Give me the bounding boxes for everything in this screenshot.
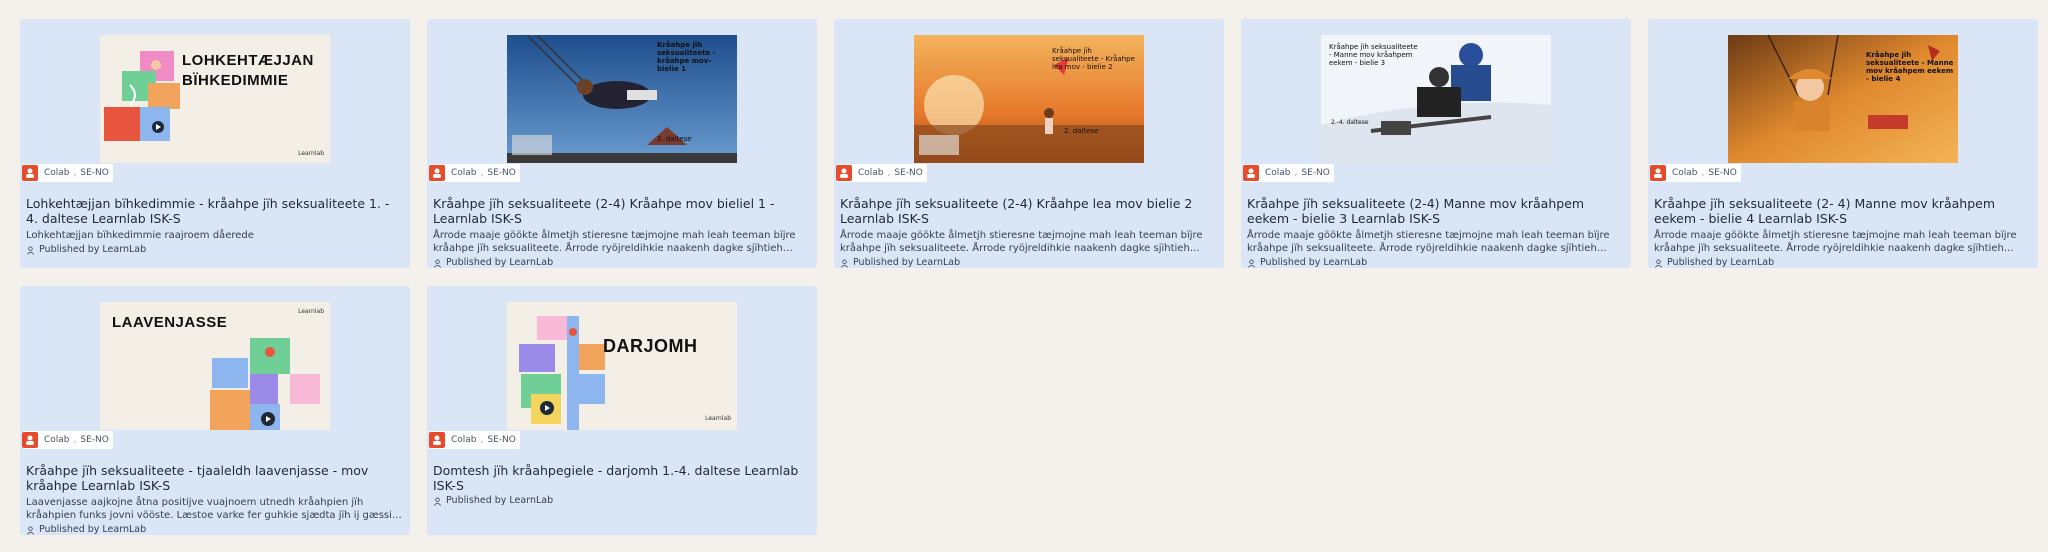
badge-owner: Colab — [451, 435, 477, 445]
card-thumbnail-area — [834, 19, 1224, 178]
card-thumbnail[interactable] — [914, 35, 1144, 163]
thumbnail-caption: Kråahpe jïh seksualiteete - Kråahpe lea mov - bielie 2 — [1052, 47, 1135, 71]
person-icon — [433, 259, 442, 268]
card-description: Årrode maaje göökte ålmetjh stieresne tæjmojne mah leah teeman bïjre kråahpe jïh seksualiteete. Årrode ryöjreldihkie naakenh dagke sjïhtieh — [1654, 230, 2017, 254]
card-thumbnail[interactable] — [1321, 35, 1551, 163]
resource-card[interactable] — [427, 286, 817, 535]
illustration-tiles-image — [507, 302, 737, 430]
card-thumbnail-area — [20, 286, 410, 445]
resource-card[interactable] — [20, 19, 410, 268]
resource-card[interactable] — [427, 19, 817, 268]
badge-locale: SE-NO — [487, 168, 516, 178]
published-by: Published by LearnLab — [1667, 257, 1775, 268]
colab-logo-icon — [1650, 165, 1666, 181]
thumbnail-heading-line1: LAAVENJASSE — [112, 314, 228, 331]
card-description: Lohkehtæjjan bïhkedimmie raajroem dåerede — [26, 230, 254, 241]
colab-logo-icon — [429, 165, 445, 181]
badge-owner: Colab — [44, 168, 70, 178]
colab-logo-icon — [429, 432, 445, 448]
card-thumbnail[interactable] — [1728, 35, 1958, 163]
person-icon — [433, 497, 442, 506]
owner-badge: Colab , SE-NO — [429, 431, 520, 449]
published-by: Published by LearnLab — [446, 257, 554, 268]
card-title[interactable]: Kråahpe jïh seksualiteete (2-4) Kråahpe mov bieliel 1 - Learnlab ISK-S — [433, 196, 775, 226]
thumbnail-caption: Kråahpe jïh seksualiteete - Manne mov kråahpem eekem - bielie 4 — [1866, 51, 1954, 83]
owner-badge: Colab , SE-NO — [1650, 164, 1741, 182]
owner-badge: Colab , SE-NO — [429, 164, 520, 182]
card-description: Årrode maaje göökte ålmetjh stieresne tæjmojne mah leah teeman bïjre kråahpe jïh seksualiteete. Årrode ryöjreldihkie naakenh dagke sjïhtieh — [840, 230, 1203, 254]
card-description: Årrode maaje göökte ålmetjh stieresne tæjmojne mah leah teeman bïjre kråahpe jïh seksualiteete. Årrode ryöjreldihkie naakenh dagke sjïhtieh — [433, 230, 796, 254]
thumbnail-heading-line1: DARJOMH — [603, 336, 698, 356]
thumbnail-heading-line2: BÏHKEDIMMIE — [182, 72, 289, 89]
colab-logo-icon — [836, 165, 852, 181]
card-thumbnail[interactable] — [100, 302, 330, 430]
resource-card[interactable] — [1648, 19, 2038, 268]
published-by: Published by LearnLab — [1260, 257, 1368, 268]
thumbnail-brand: Learnlab — [298, 150, 324, 157]
person-icon — [1247, 259, 1256, 268]
badge-owner: Colab — [1265, 168, 1291, 178]
person-icon — [1654, 259, 1663, 268]
card-title[interactable]: Domtesh jïh kråahpegiele - darjomh 1.-4. daltese Learnlab ISK-S — [433, 463, 799, 493]
published-by: Published by LearnLab — [853, 257, 961, 268]
badge-locale: SE-NO — [894, 168, 923, 178]
published-by: Published by LearnLab — [39, 244, 147, 255]
card-description: Laavenjasse aajkojne åtna positijve vuajnoem utnedh kråahpien jïh kråahpien funks jovni vööste. Læstoe varke fer guhkie sjædta jïh ij gæssie — [26, 497, 399, 521]
card-thumbnail-area — [1648, 19, 2038, 178]
card-thumbnail[interactable] — [507, 302, 737, 430]
card-thumbnail-area — [1241, 19, 1631, 178]
published-by: Published by LearnLab — [446, 495, 554, 506]
badge-owner: Colab — [451, 168, 477, 178]
card-thumbnail[interactable] — [100, 35, 330, 163]
badge-locale: SE-NO — [487, 435, 516, 445]
thumbnail-brand: Learnlab — [705, 415, 731, 422]
thumbnail-caption: Kråahpe jïh seksualiteete - kråahpe mov- bielie 1 — [657, 41, 716, 73]
card-title[interactable]: Kråahpe jïh seksualiteete - tjaaleldh laavenjasse - mov kråahpe Learnlab ISK-S — [26, 463, 369, 493]
card-description: Årrode maaje göökte ålmetjh stieresne tæjmojne mah leah teeman bïjre kråahpe jïh seksualiteete. Årrode ryöjreldihkie naakenh dagke sjïhtieh — [1247, 230, 1610, 254]
published-by: Published by LearnLab — [39, 524, 147, 535]
thumbnail-grade: 2. daltese — [1064, 127, 1099, 135]
colab-logo-icon — [1243, 165, 1259, 181]
card-title[interactable]: Kråahpe jïh seksualiteete (2- 4) Manne mov kråahpem eekem - bielie 4 Learnlab ISK-S — [1654, 196, 1996, 226]
card-title[interactable]: Kråahpe jïh seksualiteete (2-4) Manne mov kråahpem eekem - bielie 3 Learnlab ISK-S — [1247, 196, 1585, 226]
resource-card[interactable] — [20, 286, 410, 535]
person-icon — [26, 246, 35, 255]
thumbnail-grade: 2. daltese — [657, 135, 692, 143]
card-thumbnail[interactable] — [507, 35, 737, 163]
thumbnail-heading-line1: LOHKEHTÆJJAN — [182, 52, 314, 69]
person-icon — [840, 259, 849, 268]
thumbnail-brand: Learnlab — [298, 308, 324, 315]
publisher-line — [840, 257, 1216, 268]
badge-locale: SE-NO — [80, 168, 109, 178]
owner-badge: Colab , SE-NO — [22, 164, 113, 182]
badge-locale: SE-NO — [1708, 168, 1737, 178]
publisher-line — [26, 244, 402, 256]
person-icon — [26, 526, 35, 535]
colab-logo-icon — [22, 165, 38, 181]
card-thumbnail-area — [427, 19, 817, 178]
resource-card[interactable] — [1241, 19, 1631, 268]
badge-locale: SE-NO — [1301, 168, 1330, 178]
badge-owner: Colab — [858, 168, 884, 178]
card-thumbnail-area — [427, 286, 817, 445]
owner-badge: Colab , SE-NO — [22, 431, 113, 449]
publisher-line — [1247, 257, 1623, 268]
publisher-line — [1654, 257, 2030, 268]
thumbnail-caption: Kråahpe jïh seksualiteete - Manne mov kråahpem eekem - bielie 3 — [1329, 43, 1418, 67]
badge-locale: SE-NO — [80, 435, 109, 445]
colab-logo-icon — [22, 432, 38, 448]
owner-badge: Colab , SE-NO — [1243, 164, 1334, 182]
badge-owner: Colab — [44, 435, 70, 445]
publisher-line — [26, 524, 402, 535]
owner-badge: Colab , SE-NO — [836, 164, 927, 182]
badge-owner: Colab — [1672, 168, 1698, 178]
publisher-line — [433, 257, 809, 268]
thumbnail-grade: 2.-4. daltese — [1331, 119, 1369, 126]
resource-card[interactable] — [834, 19, 1224, 268]
card-title[interactable]: Kråahpe jïh seksualiteete (2-4) Kråahpe lea mov bielie 2 Learnlab ISK-S — [840, 196, 1193, 226]
card-thumbnail-area — [20, 19, 410, 178]
publisher-line — [433, 495, 809, 507]
card-title[interactable]: Lohkehtæjjan bïhkedimmie - kråahpe jïh seksualiteete 1. - 4. daltese Learnlab ISK-S — [26, 196, 390, 226]
